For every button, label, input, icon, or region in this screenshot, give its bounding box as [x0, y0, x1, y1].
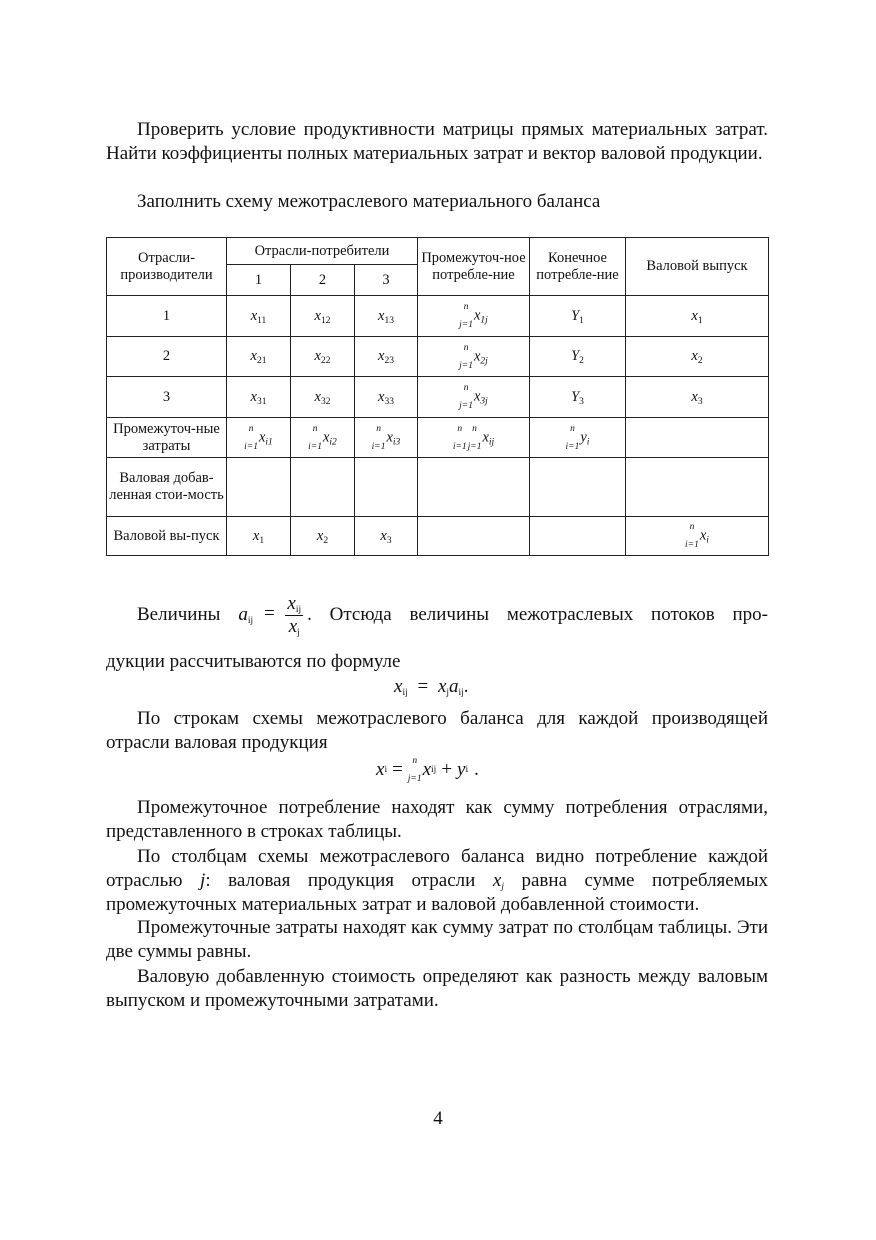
cell-x23: $x_{23}$ — [355, 337, 418, 377]
cell-x22: $x_{22}$ — [291, 337, 355, 377]
formula-gross-output: x i = n j=1 x ij + y i . — [376, 756, 479, 784]
cell-empty — [530, 458, 626, 517]
cell-total-sum: n i=1 n j=1 $x_{ij}$ — [418, 418, 530, 458]
cell-x13: $x_{13}$ — [355, 296, 418, 337]
paragraph-added-value: Валовую добавленную стоимость определяют как разность между валовым выпуском и промежуточными затратами. — [106, 966, 768, 1011]
row-label: 3 — [107, 377, 227, 418]
cell-x33: $x_{33}$ — [355, 377, 418, 418]
sum-icon: n j=1 — [459, 342, 473, 371]
table-row — [107, 458, 769, 517]
paragraph-rows: По строкам схемы межотраслевого баланса для каждой производящей отрасли валовая продукция — [106, 708, 768, 753]
paragraph-coefficients: Величины $a_{ij}$ = $\frac{x_{ij}}{x_j}$ . Отсюда величины межотраслевых потоков про- — [137, 592, 768, 638]
header-consumer-1: 1 — [227, 265, 291, 296]
cell-x32: $x_{32}$ — [291, 377, 355, 418]
row-label: 2 — [107, 337, 227, 377]
cell-gross-1: $x_1$ — [227, 517, 291, 556]
cell-empty — [626, 458, 769, 517]
cell-final: $Y_1$ — [530, 296, 626, 337]
cell-empty — [530, 517, 626, 556]
cell-empty — [418, 458, 530, 517]
paragraph-formula-lead: дукции рассчитываются по формуле — [106, 651, 401, 672]
header-consumer-2: 2 — [291, 265, 355, 296]
sum-icon: n j=1 — [459, 302, 473, 330]
header-final: Конечное потребле-ние — [530, 238, 626, 296]
sum-icon: n i=1 — [308, 423, 322, 452]
cell-empty — [227, 458, 291, 517]
balance-table — [106, 237, 769, 556]
header-consumers: Отрасли-потребители — [227, 238, 418, 265]
cell-col-sum: n i=1 $x_{i1}$ — [227, 418, 291, 458]
row-label: Промежуточ-ные затраты — [107, 418, 227, 458]
formula-coefficient: $a_{ij}$ = $\frac{x_{ij}}{x_j}$ — [238, 592, 302, 638]
row-label: Валовая добав-ленная стои-мость — [107, 458, 227, 517]
cell-gross-total: n i=1 $x_i$ — [626, 517, 769, 556]
cell-final: $Y_3$ — [530, 377, 626, 418]
page-number: 4 — [433, 1108, 443, 1129]
paragraph-intro: Проверить условие продуктивности матрицы прямых материальных затрат. Найти коэффициенты полных материальных затрат и вектор валовой продукции. — [106, 119, 768, 164]
table-row — [107, 517, 769, 556]
cell-empty — [291, 458, 355, 517]
cell-x11: $x_{11}$ — [227, 296, 291, 337]
cell-row-sum: n j=1 $x_{1j}$ — [418, 296, 530, 337]
sum-icon: n i=1 — [452, 423, 467, 452]
cell-row-sum: n j=1 $x_{3j}$ — [418, 377, 530, 418]
cell-gross: $x_1$ — [626, 296, 769, 337]
header-gross: Валовой выпуск — [626, 238, 769, 296]
cell-gross-3: $x_3$ — [355, 517, 418, 556]
row-label: 1 — [107, 296, 227, 337]
cell-final: $Y_2$ — [530, 337, 626, 377]
cell-row-sum: n j=1 $x_{2j}$ — [418, 337, 530, 377]
sum-icon: n i=1 — [371, 423, 386, 452]
cell-final-sum: n i=1 $y_i$ — [530, 418, 626, 458]
cell-col-sum: n i=1 $x_{i3}$ — [355, 418, 418, 458]
cell-col-sum: n i=1 $x_{i2}$ — [291, 418, 355, 458]
cell-empty — [355, 458, 418, 517]
cell-gross: $x_2$ — [626, 337, 769, 377]
cell-x31: $x_{31}$ — [227, 377, 291, 418]
header-consumer-3: 3 — [355, 265, 418, 296]
row-label: Валовой вы-пуск — [107, 517, 227, 556]
cell-gross-2: $x_2$ — [291, 517, 355, 556]
header-intermediate: Промежуточ-ное потребле-ние — [418, 238, 530, 296]
formula-flows: $x_{ij} = x_ja_{ij}$. — [394, 676, 469, 698]
paragraph-task: Заполнить схему межотраслевого материального баланса — [137, 191, 601, 212]
sum-icon: n i=1 — [565, 423, 580, 452]
cell-gross: $x_3$ — [626, 377, 769, 418]
table-row — [107, 296, 769, 337]
sum-icon: n i=1 — [244, 423, 258, 452]
table-row — [107, 337, 769, 377]
sum-icon: n i=1 — [685, 522, 699, 550]
sum-icon: n j=1 — [467, 423, 482, 452]
paragraph-intermediate-costs: Промежуточные затраты находят как сумму затрат по столбцам таблицы. Эти две суммы равны. — [106, 917, 768, 962]
table-row — [107, 418, 769, 458]
table-row — [107, 377, 769, 418]
cell-empty — [626, 418, 769, 458]
sum-icon: n j=1 — [459, 383, 473, 411]
sum-icon: n j=1 — [407, 756, 422, 784]
cell-x12: $x_{12}$ — [291, 296, 355, 337]
header-producers: Отрасли-производители — [107, 238, 227, 296]
paragraph-intermediate-consumption: Промежуточное потребление находят как сумму потребления отраслями, представленного в строках таблицы. — [106, 797, 768, 842]
cell-empty — [418, 517, 530, 556]
cell-x21: $x_{21}$ — [227, 337, 291, 377]
paragraph-columns: По столбцам схемы межотраслевого баланса видно потребление каждой отраслью j: валовая продукция отрасли $x_j$ равна сумме потребляемых промежуточных материальных затрат и валовой добавленной стоимости. — [106, 846, 769, 915]
